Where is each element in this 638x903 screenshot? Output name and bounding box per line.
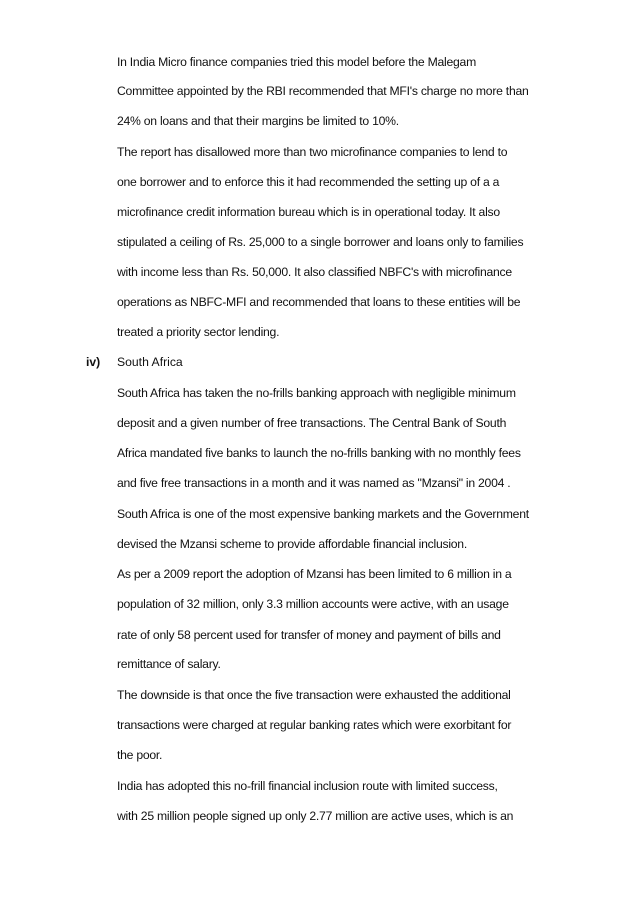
paragraph-4-line-4: remittance of salary. bbox=[117, 657, 221, 671]
paragraph-5-line-1: The downside is that once the five transaction were exhausted the additional bbox=[117, 688, 511, 702]
paragraph-3-line-6: devised the Mzansi scheme to provide affordable financial inclusion. bbox=[117, 537, 467, 551]
paragraph-1-line-1: In India Micro finance companies tried this model before the Malegam bbox=[117, 55, 476, 69]
paragraph-3-line-4: and five free transactions in a month and it was named as "Mzansi" in 2004 . bbox=[117, 476, 511, 490]
paragraph-6-line-1: India has adopted this no-frill financial inclusion route with limited success, bbox=[117, 779, 498, 793]
paragraph-2-line-5: with income less than Rs. 50,000. It also classified NBFC's with microfinance bbox=[117, 265, 512, 279]
paragraph-2-line-3: microfinance credit information bureau which is in operational today. It also bbox=[117, 205, 500, 219]
section-heading bbox=[86, 355, 183, 369]
section-title: South Africa bbox=[117, 355, 183, 369]
paragraph-2-line-7: treated a priority sector lending. bbox=[117, 325, 280, 339]
paragraph-3-line-3: Africa mandated five banks to launch the no-frills banking with no monthly fees bbox=[117, 446, 521, 460]
paragraph-5-line-3: the poor. bbox=[117, 748, 163, 762]
paragraph-3-line-1: South Africa has taken the no-frills banking approach with negligible minimum bbox=[117, 386, 516, 400]
paragraph-5-line-2: transactions were charged at regular banking rates which were exorbitant for bbox=[117, 718, 512, 732]
paragraph-1-line-3: 24% on loans and that their margins be limited to 10%. bbox=[117, 114, 399, 128]
paragraph-2-line-4: stipulated a ceiling of Rs. 25,000 to a single borrower and loans only to families bbox=[117, 235, 524, 249]
paragraph-2-line-1: The report has disallowed more than two microfinance companies to lend to bbox=[117, 145, 508, 159]
paragraph-2-line-6: operations as NBFC-MFI and recommended that loans to these entities will be bbox=[117, 295, 521, 309]
paragraph-4-line-3: rate of only 58 percent used for transfer of money and payment of bills and bbox=[117, 628, 501, 642]
paragraph-3-line-2: deposit and a given number of free transactions. The Central Bank of South bbox=[117, 416, 507, 430]
paragraph-4-line-1: As per a 2009 report the adoption of Mzansi has been limited to 6 million in a bbox=[117, 567, 512, 581]
section-number: iv) bbox=[86, 355, 101, 369]
paragraph-1-line-2: Committee appointed by the RBI recommended that MFI's charge no more than bbox=[117, 84, 529, 98]
paragraph-4-line-2: population of 32 million, only 3.3 million accounts were active, with an usage bbox=[117, 597, 509, 611]
paragraph-3-line-5: South Africa is one of the most expensive banking markets and the Government bbox=[117, 507, 529, 521]
paragraph-6-line-2: with 25 million people signed up only 2.77 million are active uses, which is an bbox=[117, 809, 514, 823]
paragraph-2-line-2: one borrower and to enforce this it had recommended the setting up of a a bbox=[117, 175, 500, 189]
